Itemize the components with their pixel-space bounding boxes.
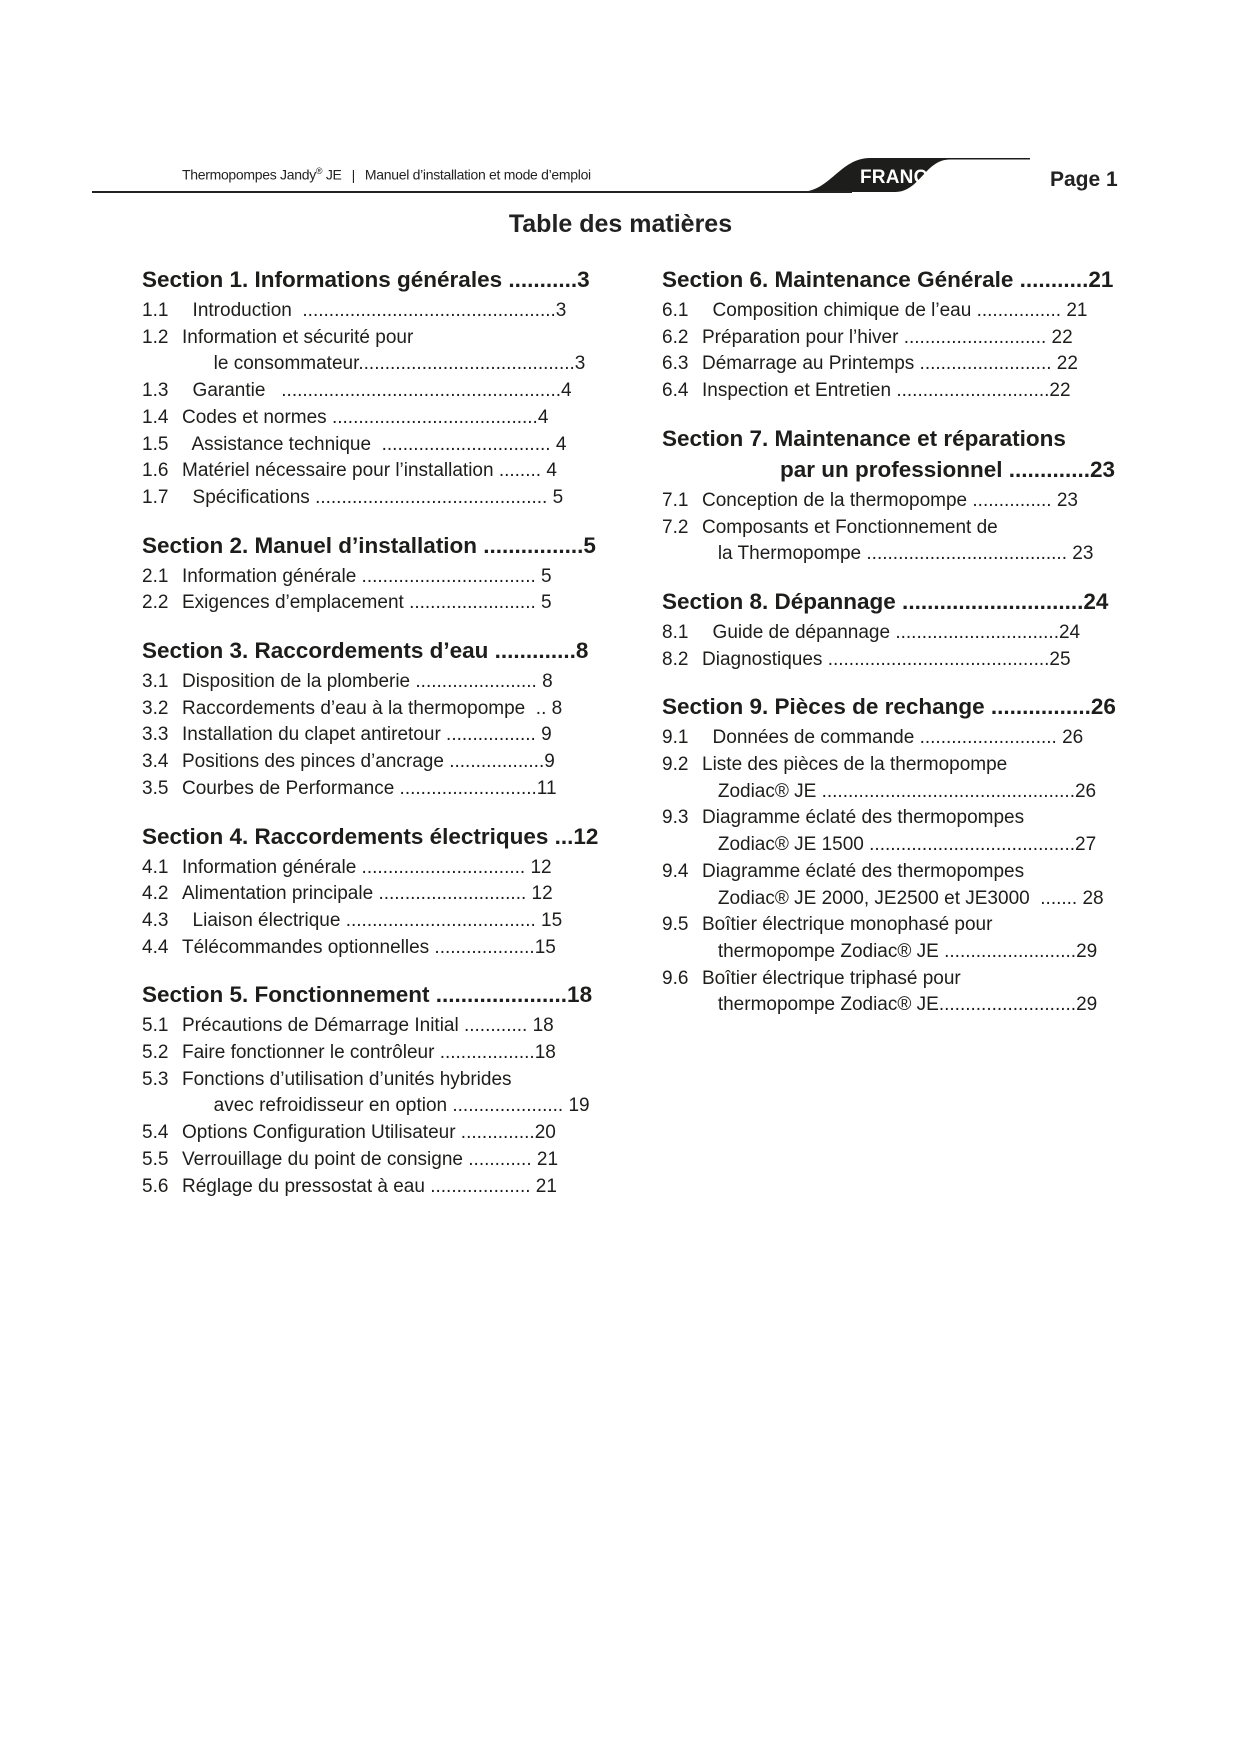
entry-number: 7.2 (662, 516, 689, 538)
entry-text: Inspection et Entretien .............................22 (702, 380, 1071, 402)
toc-entry[interactable] (142, 1013, 622, 1040)
toc-entry[interactable] (142, 1174, 622, 1201)
entry-number: 5.1 (142, 1015, 169, 1037)
section-heading[interactable]: Section 8. Dépannage .............................24 (662, 588, 1109, 614)
entry-number: 1.3 (142, 380, 169, 402)
entry-text-continued: Zodiac® JE 2000, JE2500 et JE3000 ....... 28 (702, 887, 1104, 909)
toc-entry[interactable] (142, 1147, 622, 1174)
entry-number: 2.2 (142, 592, 169, 614)
running-header (182, 166, 591, 183)
entry-number: 5.2 (142, 1042, 169, 1064)
entry-number: 1.7 (142, 486, 169, 508)
toc-entry[interactable] (142, 378, 622, 405)
section-heading[interactable]: Section 9. Pièces de rechange ................26 (662, 694, 1116, 720)
entry-number: 5.6 (142, 1175, 169, 1197)
entry-text: Verrouillage du point de consigne ............ 21 (182, 1148, 559, 1170)
entry-text: Boîtier électrique monophasé pour (702, 914, 993, 936)
entry-text-continued: Zodiac® JE ................................................26 (702, 780, 1097, 802)
toc-entry[interactable] (142, 485, 622, 512)
entry-text: Disposition de la plomberie ....................... 8 (182, 671, 553, 693)
toc-entry[interactable] (142, 776, 622, 803)
entry-number: 9.5 (662, 914, 689, 936)
entry-text: Boîtier électrique triphasé pour (702, 967, 961, 989)
toc-left-column (142, 264, 622, 1218)
entry-text: Courbes de Performance ..........................11 (182, 777, 557, 799)
toc-entry[interactable] (662, 752, 1132, 805)
entry-number: 5.4 (142, 1122, 169, 1144)
entry-text: Garantie .....................................................4 (182, 380, 572, 402)
product-suffix: JE (322, 166, 342, 183)
entry-number: 6.1 (662, 300, 689, 321)
entry-number: 1.5 (142, 433, 169, 455)
entry-text: Codes et normes .......................................4 (182, 406, 549, 428)
entry-number: 3.4 (142, 751, 169, 773)
section-heading-line1: Section 7. Maintenance et réparations (662, 425, 1066, 451)
entry-text-continued: avec refroidisseur en option ..................... 19 (182, 1095, 590, 1117)
entry-text: Faire fonctionner le contrôleur ..................18 (182, 1042, 556, 1064)
entry-number: 6.4 (662, 380, 689, 402)
toc-entry[interactable] (142, 935, 622, 962)
entry-text-continued: la Thermopompe ...................................... 23 (702, 543, 1094, 565)
toc-entry[interactable] (142, 298, 622, 325)
section-heading[interactable] (662, 423, 1132, 485)
toc-entry[interactable] (662, 515, 1132, 568)
entry-text: Diagramme éclaté des thermopompes (702, 807, 1025, 829)
entry-text: Information générale ............................... 12 (182, 856, 552, 878)
section-heading[interactable]: Section 1. Informations générales ...........3 (142, 267, 590, 292)
entry-number: 1.2 (142, 326, 169, 348)
toc-entry[interactable] (142, 458, 622, 485)
product-name: Thermopompes Jandy (182, 166, 316, 183)
entry-text: Positions des pinces d’ancrage ..................9 (182, 751, 555, 773)
entry-text: Introduction ................................................3 (182, 300, 567, 321)
entry-number: 9.4 (662, 860, 689, 882)
entry-number: 9.6 (662, 967, 689, 989)
entry-number: 1.6 (142, 460, 169, 482)
entry-number: 1.1 (142, 300, 169, 321)
entry-text: Démarrage au Printemps ......................... 22 (702, 353, 1078, 375)
toc-entry[interactable] (142, 855, 622, 882)
entry-text: Guide de dépannage ...............................24 (702, 621, 1081, 643)
entry-number: 4.1 (142, 856, 169, 878)
entry-text: Spécifications ............................................ 5 (182, 486, 564, 508)
toc-section-3 (142, 635, 622, 803)
entry-text: Composition chimique de l’eau ................ 21 (702, 300, 1088, 321)
page-number: Page 1 (1050, 168, 1118, 191)
entry-number: 6.3 (662, 353, 689, 375)
entry-number: 8.2 (662, 648, 689, 670)
entry-text: Information et sécurité pour (182, 326, 414, 348)
entry-text: Information générale ................................. 5 (182, 565, 552, 587)
entry-number: 3.1 (142, 671, 169, 693)
toc-entry[interactable] (142, 405, 622, 432)
toc-section-7 (662, 423, 1132, 568)
section-heading[interactable]: Section 5. Fonctionnement .....................18 (142, 982, 593, 1008)
entry-number: 9.3 (662, 807, 689, 829)
toc-entry[interactable] (142, 881, 622, 908)
entry-number: 3.3 (142, 724, 169, 746)
entry-text: Raccordements d’eau à la thermopompe .. 8 (182, 697, 563, 719)
entry-number: 3.2 (142, 697, 169, 719)
toc-entry[interactable] (662, 859, 1132, 912)
toc-entry[interactable] (662, 351, 1132, 378)
toc-section-2 (142, 530, 622, 617)
entry-text: Diagramme éclaté des thermopompes (702, 860, 1025, 882)
section-heading[interactable]: Section 4. Raccordements électriques ...12 (142, 823, 599, 849)
entry-text-continued: le consommateur.........................................3 (182, 353, 586, 375)
entry-text: Matériel nécessaire pour l’installation ........ 4 (182, 460, 557, 482)
toc-section-8 (662, 586, 1132, 673)
toc-entry[interactable] (662, 325, 1132, 352)
toc-section-9 (662, 691, 1132, 1019)
toc-section-4 (142, 821, 622, 962)
entry-number: 4.4 (142, 936, 169, 958)
entry-text: Préparation pour l’hiver ........................... 22 (702, 326, 1073, 348)
entry-text: Liaison électrique .................................... 15 (182, 909, 563, 931)
toc-section-6 (662, 264, 1132, 405)
section-heading-line2: par un professionnel .............23 (780, 456, 1116, 482)
toc-entry[interactable] (662, 966, 1132, 1019)
toc-entry[interactable] (662, 805, 1132, 858)
entry-text: Télécommandes optionnelles ...................15 (182, 936, 556, 958)
page-title: Table des matières (508, 210, 733, 238)
entry-text: Conception de la thermopompe ............... 23 (702, 489, 1078, 511)
entry-text: Installation du clapet antiretour ................. 9 (182, 724, 552, 746)
toc-entry[interactable] (142, 432, 622, 459)
toc-entry[interactable] (142, 722, 622, 749)
entry-text: Données de commande .......................... 26 (702, 727, 1084, 749)
entry-number: 1.4 (142, 406, 169, 428)
entry-number: 8.1 (662, 621, 689, 643)
entry-number: 9.1 (662, 727, 689, 749)
entry-number: 2.1 (142, 565, 169, 587)
entry-text: Options Configuration Utilisateur ..............20 (182, 1122, 556, 1144)
entry-number: 7.1 (662, 489, 689, 511)
toc-entry[interactable] (142, 564, 622, 591)
entry-text: Précautions de Démarrage Initial ............ 18 (182, 1015, 554, 1037)
toc-entry[interactable] (142, 1120, 622, 1147)
entry-text: Alimentation principale ............................ 12 (182, 883, 553, 905)
toc-entry[interactable] (142, 1040, 622, 1067)
header-separator: | (351, 166, 355, 183)
registered-mark: ® (315, 166, 323, 176)
entry-text: Fonctions d’utilisation d’unités hybrides (182, 1068, 512, 1090)
entry-text-continued: Zodiac® JE 1500 .......................................27 (702, 834, 1097, 856)
entry-number: 6.2 (662, 326, 689, 348)
entry-text: Liste des pièces de la thermopompe (702, 754, 1008, 776)
toc-entry[interactable] (142, 908, 622, 935)
entry-text: Assistance technique ................................ 4 (182, 433, 567, 455)
toc-entry[interactable] (662, 725, 1132, 752)
language-label: FRANÇAIS (860, 167, 960, 188)
toc-entry[interactable] (662, 378, 1132, 405)
entry-number: 5.5 (142, 1148, 169, 1170)
toc-entry[interactable] (662, 620, 1132, 647)
entry-text: Diagnostiques ..........................................25 (702, 648, 1071, 670)
toc-entry[interactable] (142, 325, 622, 378)
entry-text: Réglage du pressostat à eau ................... 21 (182, 1175, 557, 1197)
toc-entry[interactable] (142, 590, 622, 617)
toc-entry[interactable] (142, 749, 622, 776)
section-heading[interactable]: Section 3. Raccordements d’eau .............8 (142, 638, 589, 664)
entry-text: Exigences d’emplacement ........................ 5 (182, 592, 552, 614)
toc-right-column (662, 264, 1132, 1037)
entry-number: 9.2 (662, 754, 689, 776)
entry-number: 4.2 (142, 883, 169, 905)
entry-text-continued: thermopompe Zodiac® JE..........................29 (702, 994, 1098, 1016)
entry-number: 4.3 (142, 909, 169, 931)
entry-text-continued: thermopompe Zodiac® JE .........................29 (702, 940, 1098, 962)
toc-entry[interactable] (662, 647, 1132, 674)
header-rule (92, 191, 852, 193)
entry-number: 5.3 (142, 1068, 169, 1090)
toc-entry[interactable] (662, 488, 1132, 515)
toc-entry[interactable] (662, 298, 1132, 325)
section-heading[interactable]: Section 6. Maintenance Générale ...........21 (662, 267, 1114, 292)
toc-section-1 (142, 264, 622, 512)
entry-number: 3.5 (142, 777, 169, 799)
entry-text: Composants et Fonctionnement de (702, 516, 998, 538)
manual-title: Manuel d’installation et mode d’emploi (364, 166, 591, 183)
toc-entry[interactable] (142, 1067, 622, 1120)
section-heading[interactable]: Section 2. Manuel d’installation ................5 (142, 532, 596, 558)
toc-section-5 (142, 979, 622, 1200)
toc-entry[interactable] (142, 696, 622, 723)
toc-entry[interactable] (142, 669, 622, 696)
toc-entry[interactable] (662, 912, 1132, 965)
